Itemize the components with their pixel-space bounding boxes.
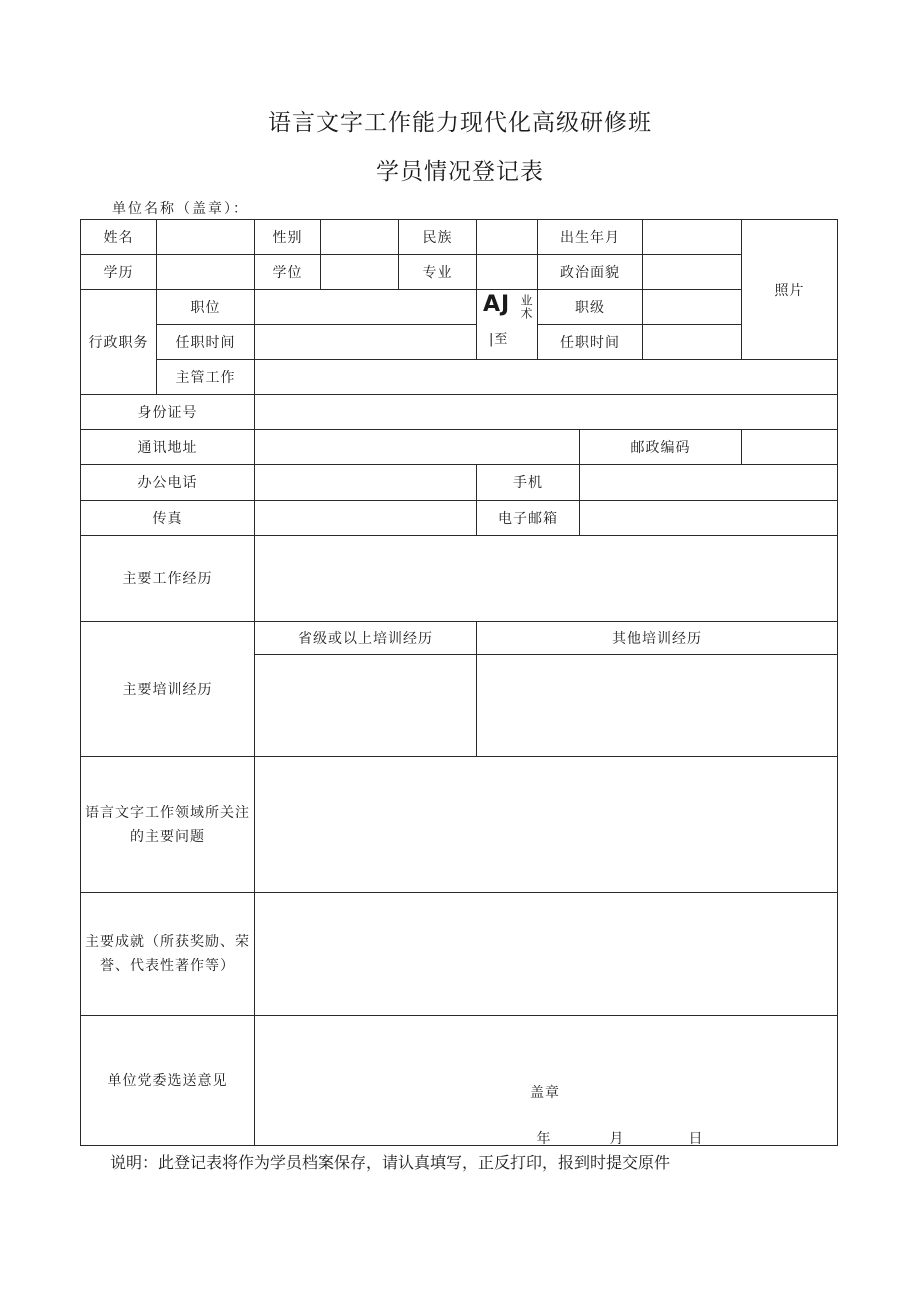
supervise-label: 主管工作 <box>157 360 255 395</box>
education-label: 学历 <box>81 255 157 290</box>
year-label: 年 <box>536 1130 552 1146</box>
mobile-label: 手机 <box>477 465 580 500</box>
training-experience-label: 主要培训经历 <box>81 621 255 756</box>
stray-glyph-3: |至 <box>489 332 509 348</box>
office-phone-field[interactable] <box>255 465 477 500</box>
political-field[interactable] <box>643 255 742 290</box>
registration-table <box>80 219 838 1146</box>
political-label: 政治面貌 <box>538 255 643 290</box>
gender-field[interactable] <box>321 220 399 255</box>
supervise-field[interactable] <box>255 360 838 395</box>
fax-field[interactable] <box>255 500 477 535</box>
unit-name-label: 单位名称（盖章）： <box>112 201 249 217</box>
admin-duty-label: 行政职务 <box>81 290 157 395</box>
other-training-label: 其他培训经历 <box>477 621 838 654</box>
provincial-training-label: 省级或以上培训经历 <box>255 621 477 654</box>
work-experience-label: 主要工作经历 <box>81 535 255 621</box>
position-label: 职位 <box>157 290 255 325</box>
id-card-field[interactable] <box>255 395 838 430</box>
fax-label: 传真 <box>81 500 255 535</box>
ethnicity-label: 民族 <box>399 220 477 255</box>
party-opinion-label: 单位党委选送意见 <box>81 1015 255 1145</box>
stray-glyph-1: AJ <box>483 292 511 318</box>
gender-label: 性别 <box>255 220 321 255</box>
address-label: 通讯地址 <box>81 430 255 465</box>
concerns-label: 语言文字工作领域所关注的主要问题 <box>81 757 255 893</box>
ethnicity-field[interactable] <box>477 220 538 255</box>
email-label: 电子邮箱 <box>477 500 580 535</box>
rank-label: 职级 <box>538 290 643 325</box>
name-label: 姓名 <box>81 220 157 255</box>
other-training-field[interactable] <box>477 654 838 756</box>
tenure2-label: 任职时间 <box>538 325 643 360</box>
seal-label: 盖章 <box>530 1084 560 1101</box>
rank-field[interactable] <box>643 290 742 325</box>
degree-field[interactable] <box>321 255 399 290</box>
id-card-label: 身份证号 <box>81 395 255 430</box>
birth-field[interactable] <box>643 220 742 255</box>
footer-note: 说明：此登记表将作为学员档案保存，请认真填写，正反打印，报到时提交原件 <box>110 1153 671 1172</box>
mobile-field[interactable] <box>580 465 838 500</box>
tenure2-field[interactable] <box>643 325 742 360</box>
party-opinion-field[interactable] <box>255 1015 838 1145</box>
signature-date <box>520 1128 720 1146</box>
postcode-field[interactable] <box>742 430 838 465</box>
birth-label: 出生年月 <box>538 220 643 255</box>
concerns-field[interactable] <box>255 757 838 893</box>
tenure-label: 任职时间 <box>157 325 255 360</box>
office-phone-label: 办公电话 <box>81 465 255 500</box>
postcode-label: 邮政编码 <box>580 430 742 465</box>
address-field[interactable] <box>255 430 580 465</box>
stray-glyph-2: 业术 <box>519 294 533 321</box>
tenure-field[interactable] <box>255 325 477 360</box>
name-field[interactable] <box>157 220 255 255</box>
major-label: 专业 <box>399 255 477 290</box>
degree-label: 学位 <box>255 255 321 290</box>
education-field[interactable] <box>157 255 255 290</box>
month-label: 月 <box>609 1130 625 1146</box>
stray-glyph-cell <box>477 290 538 360</box>
provincial-training-field[interactable] <box>255 654 477 756</box>
major-field[interactable] <box>477 255 538 290</box>
achievements-label: 主要成就（所获奖励、荣誉、代表性著作等） <box>81 893 255 1015</box>
achievements-field[interactable] <box>255 893 838 1015</box>
email-field[interactable] <box>580 500 838 535</box>
work-experience-field[interactable] <box>255 535 838 621</box>
position-field[interactable] <box>255 290 477 325</box>
form-title: 语言文字工作能力现代化高级研修班 <box>268 110 652 136</box>
photo-cell[interactable]: 照片 <box>742 220 838 360</box>
form-subtitle: 学员情况登记表 <box>376 159 544 185</box>
day-label: 日 <box>688 1130 704 1146</box>
